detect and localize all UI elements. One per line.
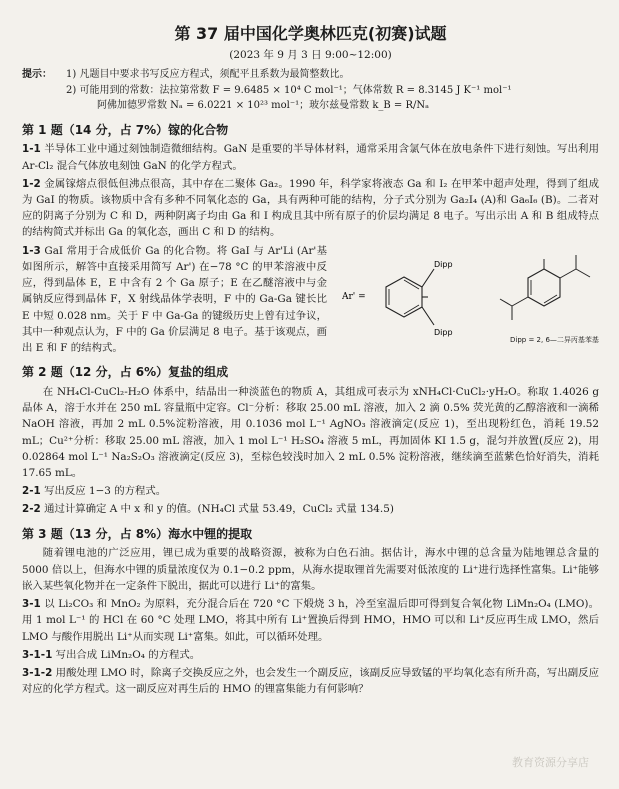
- tips-label: 提示：: [22, 69, 52, 81]
- dipp-caption: Dipp = 2, 6—二异丙基苯基: [510, 335, 599, 344]
- q2-1-text: 写出反应 1−3 的方程式。: [44, 485, 167, 498]
- q3-1-2: [22, 665, 599, 697]
- ar-prime-label: Ar' =: [342, 291, 366, 302]
- q2-2-number: 2-2: [22, 503, 41, 516]
- exam-date: (2023 年 9 月 3 日 9:00~12:00): [229, 48, 392, 61]
- q1-2-number: 1-2: [22, 177, 41, 190]
- q3-1-1-number: 3-1-1: [22, 648, 53, 661]
- tips-line-3: 阿佛加德罗常数 Nₐ = 6.0221 × 10²³ mol⁻¹；玻尔兹曼常数 k_B = R/Nₐ: [97, 100, 429, 112]
- q3-1-2-text: 用酸处理 LMO 时，除离子交换反应之外，也会发生一个副反应，该副反应导致锰的平均氧化态有所升高，写出副反应对应的化学方程式。这一副反应对再生后的 HMO 的锂富集能力有何影响？: [22, 666, 599, 696]
- q1-1-text: 半导体工业中通过刻蚀制造微细结构。GaN 是重要的半导体材料，通常采用含氯气体在放电条件下进行刻蚀。写出利用 Ar-Cl₂ 混合气体放电刻蚀 GaN 的化学方程式。: [22, 143, 599, 172]
- q3-1-2-number: 3-1-2: [22, 666, 53, 679]
- q3-1-1: [22, 647, 599, 663]
- benzene-ring: [386, 277, 422, 317]
- q3-1-number: 3-1: [22, 598, 41, 611]
- q2-1-number: 2-1: [22, 485, 41, 498]
- tips-line-2: 2) 可能用到的常数：法拉第常数 F = 9.6485 × 10⁴ C mol⁻¹；气体常数 R = 8.3145 J K⁻¹ mol⁻¹: [66, 84, 512, 96]
- q1-1-number: 1-1: [22, 143, 41, 156]
- tips-line-1: 1) 凡题目中要求书写反应方程式，须配平且系数为最简整数比。: [66, 69, 350, 81]
- tips-block: [22, 67, 599, 114]
- q3-1-1-text: 写出合成 LiMn₂O₄ 的方程式。: [55, 648, 201, 661]
- dipp-benzene-ring: [528, 269, 560, 306]
- q2-2: [22, 501, 599, 517]
- dipp-top-label: Dipp: [434, 259, 453, 269]
- q1-3-block: [22, 243, 599, 357]
- q3-text: 随着锂电池的广泛应用，锂已成为重要的战略资源，被称为白色石油。据估计，海水中锂的总含量为陆地锂总含量的 5000 倍以上，但海水中锂的质量浓度仅为 0.1−0.2 ppm，从海水提取锂首先需要对低浓度的 Li⁺进行选择性富集。Li⁺能够嵌入某些氧化物并在一定条件下脱出，据此可以进行 Li⁺的富集。: [22, 547, 599, 592]
- q1-3-number: 1-3: [22, 244, 41, 257]
- q3-1-text: 以 Li₂CO₃ 和 MnO₂ 为原料，充分混合后在 720 °C 下煅烧 3 h，冷至室温后即可得到复合氧化物 LiMn₂O₄ (LMO)。用 1 mol L⁻¹ 的 HCl 在 60 °C 处理 LMO，将其中所有 Li⁺置换后得到 HMO，HMO 可以和 Li⁺反应再生成 LMO，然后 LMO 与酸作用脱出 Li⁺从而实现 Li⁺富集。如此，可以循环处理。: [22, 598, 599, 643]
- q2-2-text: 通过计算确定 A 中 x 和 y 的值。(NH₄Cl 式量 53.49，CuCl₂ 式量 134.5): [44, 503, 394, 516]
- q2-text: 在 NH₄Cl-CuCl₂-H₂O 体系中，结晶出一种淡蓝色的物质 A，其组成可表示为 xNH₄Cl·CuCl₂·yH₂O。称取 1.4026 g 晶体 A，溶于水并在 250 mL 容量瓶中定容。Cl⁻分析：移取 25.00 mL 溶液，加入 2 滴 0.5% 荧光黄的乙醇溶液和一滴稀 NaOH 溶液，再加 2 mL 0.5%淀粉溶液，用 0.1036 mol L⁻¹ AgNO₃ 溶液滴定(反应 1)，至出现粉红色，消耗 19.52 mL；Cu²⁺分析：移取 25.00 mL 溶液，加入 1 mol L⁻¹ H₂SO₄ 溶液 5 mL，再加固体 KI 1.5 g，混匀并放置(反应 2)，用 0.02864 mol L⁻¹ Na₂S₂O₃ 溶液滴定(反应 3)，至棕色较浅时加入 2 mL 0.5% 淀粉溶液，继续滴至蓝紫色恰好消失，消耗 17.65 mL。: [22, 385, 599, 480]
- q1-2: [22, 176, 599, 241]
- q3-1: [22, 596, 599, 645]
- q2-heading: 第 2 题（12 分，占 6%）复盐的组成: [22, 365, 229, 380]
- q3-heading: 第 3 题（13 分，占 8%）海水中锂的提取: [22, 526, 253, 541]
- q1-3: [22, 243, 327, 357]
- ar-prime-structure-figure: [342, 247, 462, 347]
- watermark: 教育资源分享店: [512, 755, 589, 769]
- page-title: 第 37 届中国化学奥林匹克(初赛)试题: [174, 24, 447, 43]
- dipp-bottom-label: Dipp: [434, 327, 453, 337]
- q1-2-text: 金属镓熔点很低但沸点很高，其中存在二聚体 Ga₂。1990 年，科学家将液态 Ga 和 I₂ 在甲苯中超声处理，得到了组成为 GaI 的物质。该物质中含有多种不同氧化态的 Ga，具有两种可能的结构，分子式分别为 Ga₂I₄ (A)和 Ga₆I₆ (B)。二者对应的阴离子分别为 C 和 D，两种阴离子均由 Ga 和 I 构成且其中所有原子的价层均满足 8 电子。写出示出 A 和 B 组成特点的结构简式并标出 Ga 的氧化态，画出 C 和 D 的结构。: [22, 177, 599, 239]
- q1-heading: 第 1 题（14 分，占 7%）镓的化合物: [22, 122, 229, 137]
- q1-3-text: GaI 常用于合成低价 Ga 的化合物。将 GaI 与 Ar'Li (Ar'基如图所示，解答中直接采用简写 Ar') 在−78 °C 的甲苯溶液中反应，得到晶体 E，E 中含有 2 个 Ga 原子；E 在乙醚溶液中与金属钠反应得到晶体 F，X 射线晶体学表明，F 中的 Ga-Ga 键长比 E 中短 0.028 nm。关于 F 中 Ga-Ga 的键级历史上曾有过争议，其中一种观点认为，F 中的 Ga 价层满足 8 电子。基于该观点，画出 E 和 F 的结构式。: [22, 244, 327, 355]
- q1-1: [22, 141, 599, 173]
- dipp-structure-figure: [470, 247, 610, 337]
- q2-1: [22, 483, 599, 499]
